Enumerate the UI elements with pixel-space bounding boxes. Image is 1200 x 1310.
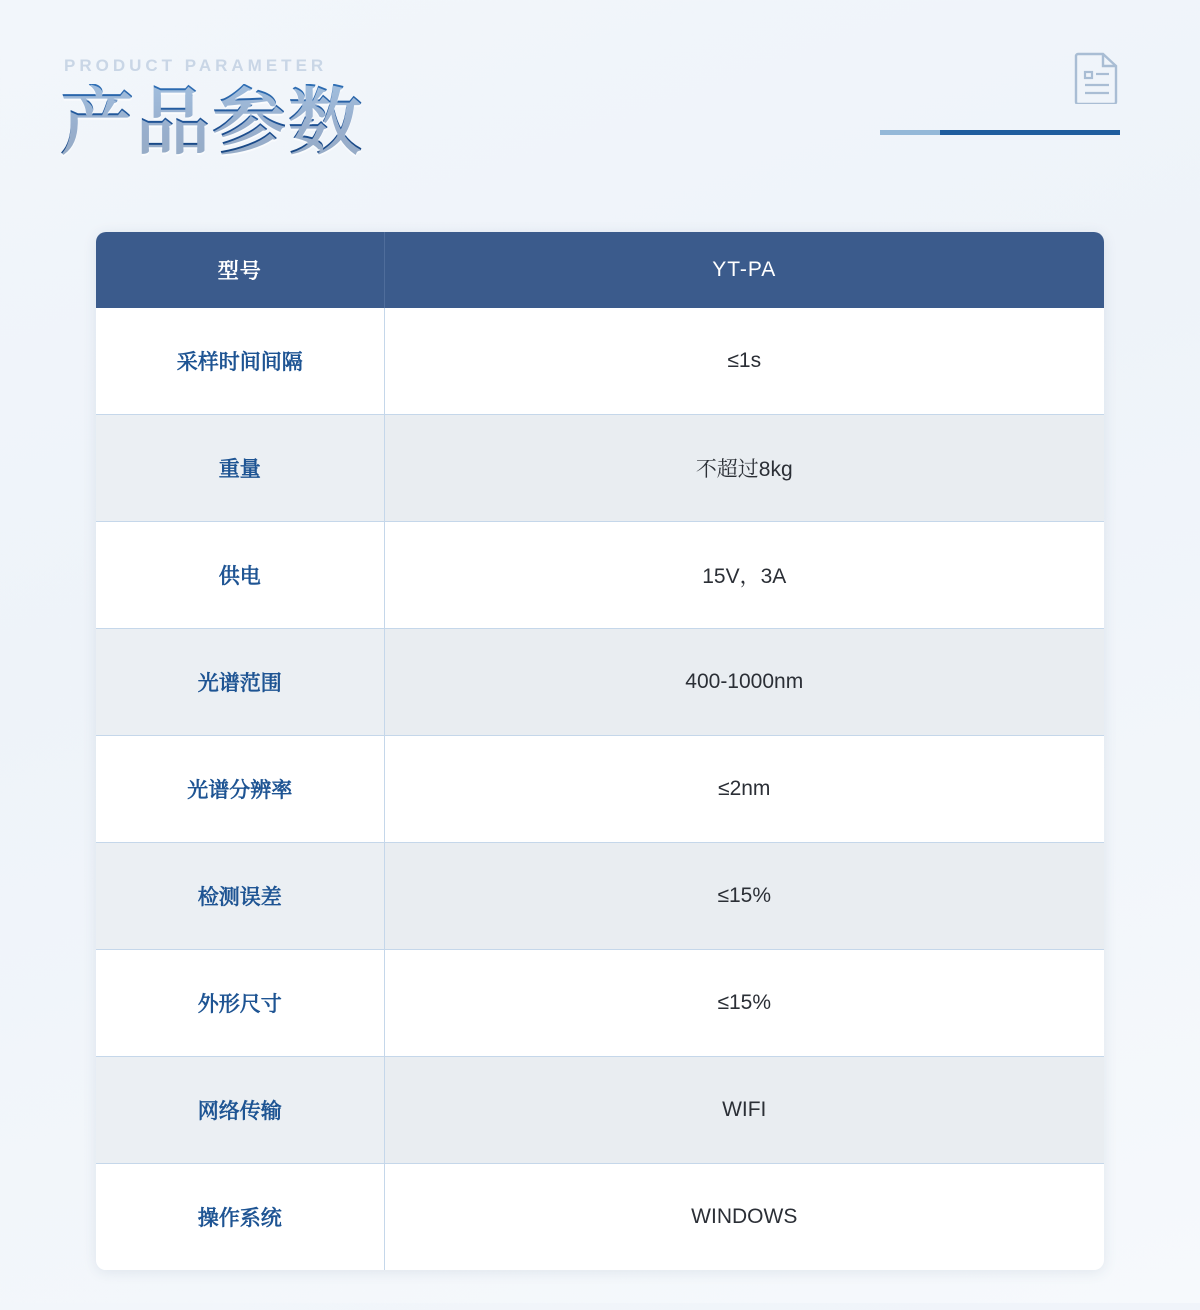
table-header-label: 型号 (96, 232, 384, 308)
table-row (96, 1164, 1104, 1271)
row-value: 15V，3A (384, 522, 1104, 629)
row-value: ≤1s (384, 308, 1104, 415)
table-header (96, 232, 1104, 308)
row-value: 不超过8kg (384, 415, 1104, 522)
table-row (96, 308, 1104, 415)
row-value: WINDOWS (691, 1205, 798, 1228)
row-label: 供电 (96, 522, 384, 629)
row-label: 采样时间间隔 (96, 308, 384, 415)
table-row (96, 736, 1104, 843)
page-title: 产品参数 (60, 84, 1120, 162)
table-row (96, 629, 1104, 736)
page-header (0, 0, 1200, 190)
table-row (96, 1057, 1104, 1164)
table-body (96, 308, 1104, 1270)
row-value: ≤15% (384, 843, 1104, 950)
row-label: 操作系统 (96, 1164, 384, 1271)
table-row (96, 522, 1104, 629)
table-row (96, 843, 1104, 950)
row-value: 400-1000nm (384, 629, 1104, 736)
page-eyebrow: PRODUCT PARAMETER (64, 56, 328, 75)
row-label: 网络传输 (96, 1057, 384, 1164)
accent-rule (880, 130, 1120, 135)
table-header-value: YT-PA (384, 232, 1104, 308)
row-label: 外形尺寸 (96, 950, 384, 1057)
accent-rule-dark (940, 130, 1120, 135)
row-label: 光谱范围 (96, 629, 384, 736)
accent-rule-light (880, 130, 940, 135)
table-row (96, 415, 1104, 522)
row-label: 光谱分辨率 (96, 736, 384, 843)
row-value: ≤15% (384, 950, 1104, 1057)
row-label: 重量 (96, 415, 384, 522)
page-bottom-spacer (0, 1270, 1200, 1310)
parameter-table (96, 232, 1104, 1270)
header-decoration (880, 52, 1120, 135)
document-icon (1074, 52, 1120, 104)
row-value: WIFI (384, 1057, 1104, 1164)
table-header-row (96, 232, 1104, 308)
table-row (96, 950, 1104, 1057)
parameter-table-wrapper (96, 232, 1104, 1270)
row-label: 检测误差 (96, 843, 384, 950)
row-value: ≤2nm (384, 736, 1104, 843)
